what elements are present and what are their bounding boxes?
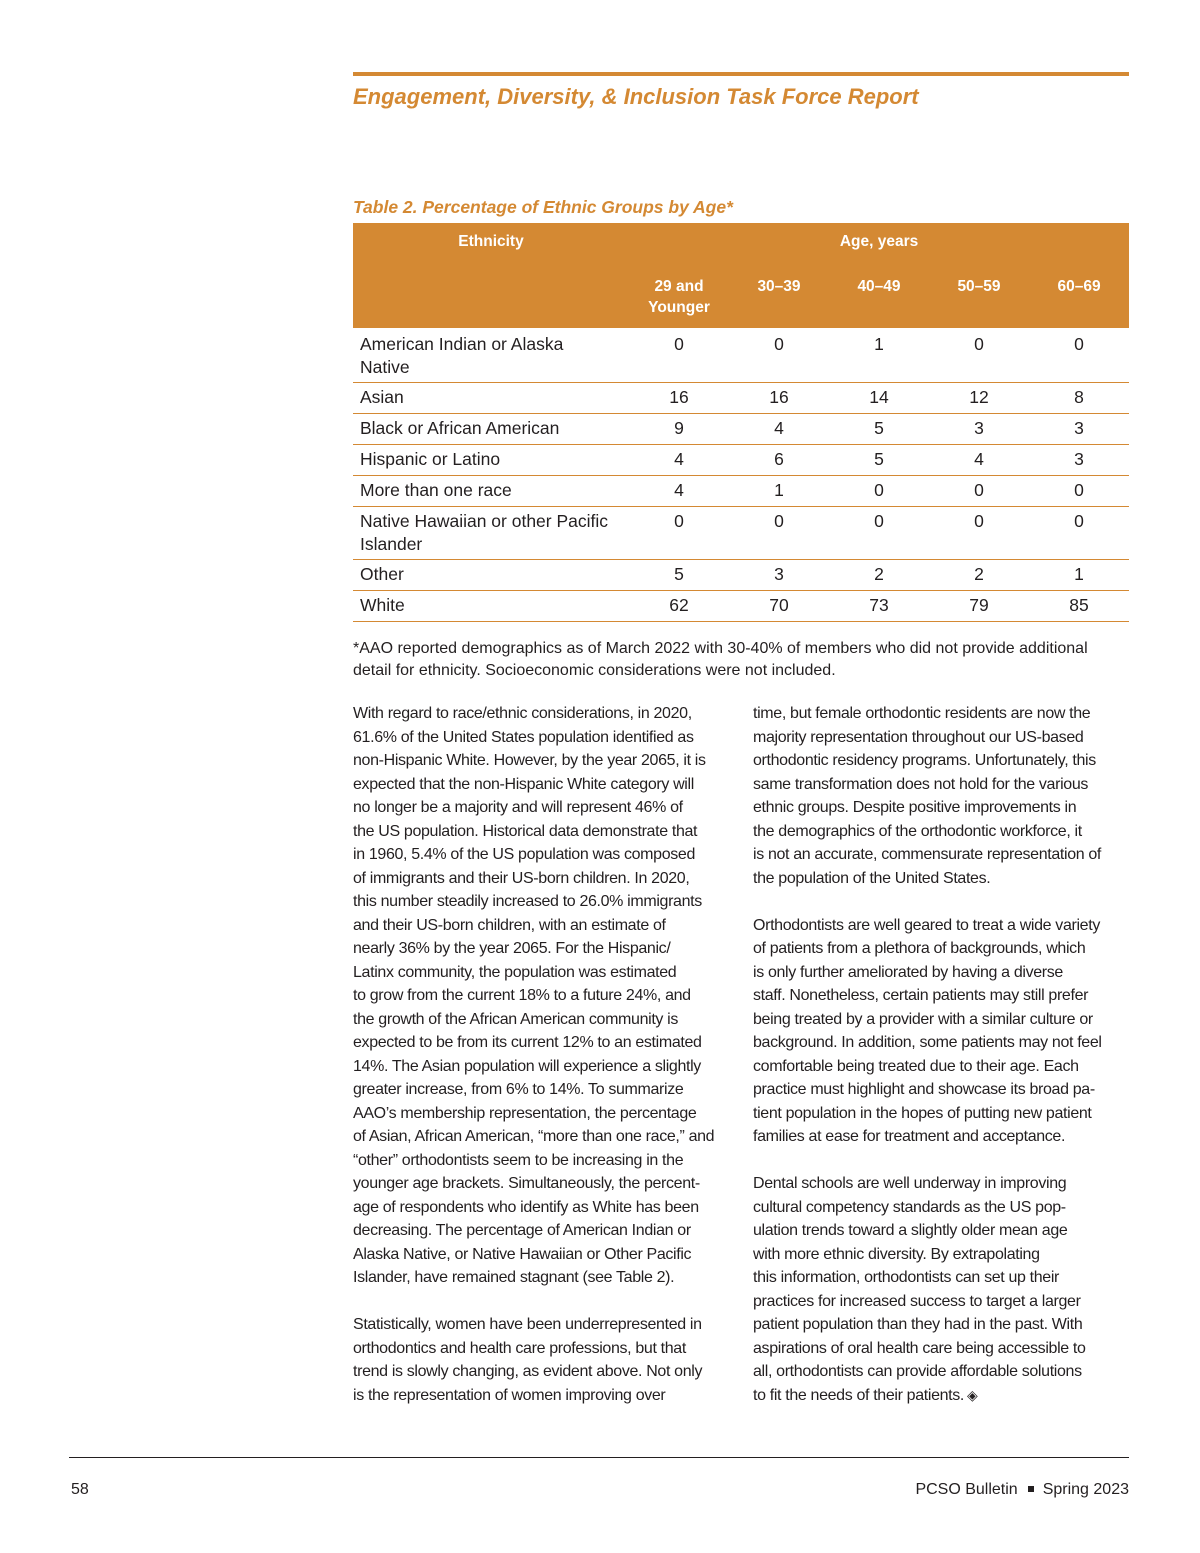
article-line: being treated by a provider with a similar culture or	[753, 1010, 1093, 1028]
article-line: of patients from a plethora of backgrounds, which	[753, 940, 1086, 957]
article-line: this information, orthodontists can set up their	[753, 1269, 1060, 1286]
issue-date: Spring 2023	[1042, 1481, 1129, 1498]
header-rule	[353, 72, 1129, 76]
article-line: age of respondents who identify as White has been	[353, 1198, 699, 1216]
article-line: nearly 36% by the year 2065. For the Hispanic/	[353, 940, 671, 957]
percentage-cell: 14	[829, 383, 929, 414]
ethnicity-label	[353, 383, 629, 414]
table-row	[353, 591, 1129, 622]
ethnicity-label-line: Black or African American	[360, 418, 560, 438]
diamond-end-mark-icon: ◈	[967, 1386, 978, 1403]
article-line: to grow from the current 18% to a future 24%, and	[353, 987, 691, 1004]
ethnicity-label	[353, 591, 629, 622]
percentage-cell: 0	[1029, 507, 1129, 560]
age-group-line: 60–69	[1057, 278, 1101, 295]
percentage-cell: 16	[729, 383, 829, 414]
article-line: staff. Nonetheless, certain patients may still prefer	[753, 987, 1089, 1004]
percentage-cell: 0	[1029, 328, 1129, 383]
article-line: AAO’s membership representation, the percentage	[353, 1104, 697, 1122]
article-line: practice must highlight and showcase its broad pa-	[753, 1081, 1095, 1098]
percentage-cell: 0	[929, 507, 1029, 560]
article-line: families at ease for treatment and acceptance.	[753, 1128, 1066, 1145]
publication-name: PCSO Bulletin	[915, 1481, 1018, 1498]
article-line: younger age brackets. Simultaneously, the percent-	[353, 1175, 700, 1192]
table-row	[353, 507, 1129, 560]
article-line: of Asian, African American, “more than one race,” and	[353, 1128, 715, 1145]
article-line: Statistically, women have been underrepresented in	[353, 1316, 702, 1333]
age-group-header	[629, 263, 729, 328]
percentage-cell: 0	[629, 507, 729, 560]
percentage-cell: 1	[829, 328, 929, 383]
article-line: majority representation throughout our US-based	[753, 728, 1084, 746]
page-number: 58	[71, 1481, 89, 1498]
article-line: Latinx community, the population was estimated	[353, 963, 677, 981]
footer-publication	[915, 1481, 1129, 1499]
article-line: cultural competency standards as the US pop-	[753, 1198, 1066, 1216]
ethnicity-label-line: Other	[360, 564, 404, 584]
article-paragraph	[353, 1313, 731, 1407]
article-line: time, but female orthodontic residents are now the	[753, 705, 1091, 722]
article-line: 14%. The Asian population will experience a slightly	[353, 1057, 701, 1075]
article-line: Islander, have remained stagnant (see Table 2).	[353, 1269, 675, 1286]
article-line: the US population. Historical data demonstrate that	[353, 822, 698, 840]
article-line: comfortable being treated due to their age. Each	[753, 1057, 1079, 1075]
article-line: practices for increased success to target a larger	[753, 1292, 1081, 1310]
article-right-column	[753, 702, 1131, 1431]
article-line: no longer be a majority and will represent 46% of	[353, 799, 683, 816]
age-group-line: 40–49	[857, 278, 901, 295]
article-line: in 1960, 5.4% of the US population was composed	[353, 846, 696, 863]
ethnicity-label-line: White	[360, 595, 405, 615]
age-group-header	[1029, 263, 1129, 328]
article-line: ulation trends toward a slightly older mean age	[753, 1222, 1068, 1239]
header-blank-cell	[353, 263, 629, 328]
ethnicity-age-table	[353, 223, 1129, 622]
ethnicity-label-line: Islander	[360, 534, 423, 554]
percentage-cell: 0	[829, 476, 929, 507]
article-line: is the representation of women improving over	[353, 1386, 666, 1404]
percentage-cell: 0	[729, 507, 829, 560]
percentage-cell: 16	[629, 383, 729, 414]
age-group-line: 30–39	[757, 278, 801, 295]
table-row	[353, 560, 1129, 591]
article-line: orthodontic residency programs. Unfortunately, this	[753, 752, 1096, 769]
report-title: Engagement, Diversity, & Inclusion Task Force Report	[353, 84, 919, 109]
article-paragraph	[753, 914, 1131, 1149]
percentage-cell: 5	[629, 560, 729, 591]
percentage-cell: 3	[729, 560, 829, 591]
percentage-cell: 0	[829, 507, 929, 560]
percentage-cell: 4	[629, 445, 729, 476]
age-group-header	[929, 263, 1029, 328]
article-line: is not an accurate, commensurate representation of	[753, 846, 1102, 863]
ethnicity-label-line: American Indian or Alaska	[360, 334, 564, 354]
percentage-cell: 6	[729, 445, 829, 476]
age-group-line: 29 and	[654, 278, 704, 295]
percentage-cell: 3	[1029, 445, 1129, 476]
article-line: greater increase, from 6% to 14%. To summarize	[353, 1081, 684, 1098]
article-line	[753, 1384, 1131, 1408]
article-line: background. In addition, some patients may not feel	[753, 1034, 1102, 1051]
article-paragraph	[753, 702, 1131, 890]
ethnicity-label-line: Native Hawaiian or other Pacific	[360, 511, 609, 531]
percentage-cell: 85	[1029, 591, 1129, 622]
article-left-column	[353, 702, 731, 1431]
article-line: expected to be from its current 12% to an estimated	[353, 1034, 702, 1051]
article-line: orthodontics and health care professions, but that	[353, 1339, 686, 1357]
article-line: with more ethnic diversity. By extrapolating	[753, 1245, 1040, 1263]
table-row	[353, 445, 1129, 476]
table-footnote: *AAO reported demographics as of March 2022 with 30-40% of members who did not provide additional detail for ethnicity. Socioeconomic considerations were not included.	[353, 640, 1088, 679]
age-header: Age, years	[629, 223, 1129, 263]
table-row	[353, 476, 1129, 507]
ethnicity-label-line: More than one race	[360, 480, 512, 500]
percentage-cell: 62	[629, 591, 729, 622]
percentage-cell: 4	[929, 445, 1029, 476]
percentage-cell: 3	[929, 414, 1029, 445]
age-group-line: Younger	[648, 299, 710, 316]
table-row	[353, 414, 1129, 445]
table-row	[353, 328, 1129, 383]
article-line: all, orthodontists can provide affordable solutions	[753, 1363, 1082, 1380]
percentage-cell: 0	[629, 328, 729, 383]
article-paragraph	[353, 702, 731, 1290]
percentage-cell: 9	[629, 414, 729, 445]
ethnicity-label-line: Native	[360, 357, 410, 377]
percentage-cell: 2	[929, 560, 1029, 591]
percentage-cell: 12	[929, 383, 1029, 414]
percentage-cell: 5	[829, 414, 929, 445]
percentage-cell: 8	[1029, 383, 1129, 414]
footer-separator-icon	[1028, 1486, 1034, 1492]
percentage-cell: 0	[929, 476, 1029, 507]
article-line: and their US-born children, with an estimate of	[353, 916, 666, 934]
article-line: “other” orthodontists seem to be increasing in the	[353, 1151, 684, 1169]
percentage-cell: 0	[929, 328, 1029, 383]
age-group-line: 50–59	[957, 278, 1001, 295]
percentage-cell: 79	[929, 591, 1029, 622]
article-line: non-Hispanic White. However, by the year 2065, it is	[353, 752, 706, 769]
ethnicity-label	[353, 328, 629, 383]
article-line: With regard to race/ethnic considerations, in 2020,	[353, 705, 692, 722]
article-line: aspirations of oral health care being accessible to	[753, 1339, 1086, 1357]
percentage-cell: 0	[1029, 476, 1129, 507]
ethnicity-header: Ethnicity	[353, 223, 629, 263]
article-line-text: to fit the needs of their patients.	[753, 1386, 965, 1404]
article-line: trend is slowly changing, as evident above. Not only	[353, 1363, 703, 1380]
article-line: the population of the United States.	[753, 869, 991, 887]
article-line: 61.6% of the United States population identified as	[353, 728, 694, 746]
percentage-cell: 0	[729, 328, 829, 383]
percentage-cell: 1	[1029, 560, 1129, 591]
percentage-cell: 70	[729, 591, 829, 622]
ethnicity-label-line: Hispanic or Latino	[360, 449, 501, 469]
article-line: patient population than they had in the past. With	[753, 1316, 1083, 1333]
footer-rule	[69, 1457, 1129, 1458]
percentage-cell: 4	[729, 414, 829, 445]
ethnicity-label-line: Asian	[360, 387, 404, 407]
age-group-header	[829, 263, 929, 328]
percentage-cell: 5	[829, 445, 929, 476]
table-caption: Table 2. Percentage of Ethnic Groups by Age*	[353, 197, 733, 217]
age-group-header	[729, 263, 829, 328]
article-line: expected that the non-Hispanic White category will	[353, 775, 694, 793]
article-line: of immigrants and their US-born children. In 2020,	[353, 869, 690, 887]
ethnicity-label	[353, 507, 629, 560]
article-line: is only further ameliorated by having a diverse	[753, 963, 1063, 981]
table-row	[353, 383, 1129, 414]
article-line: tient population in the hopes of putting new patient	[753, 1104, 1092, 1122]
article-line: Alaska Native, or Native Hawaiian or Other Pacific	[353, 1245, 692, 1263]
ethnicity-label	[353, 445, 629, 476]
ethnicity-label	[353, 560, 629, 591]
article-line: Orthodontists are well geared to treat a wide variety	[753, 916, 1100, 934]
ethnicity-label	[353, 414, 629, 445]
article-line: the growth of the African American community is	[353, 1010, 679, 1028]
article-line: decreasing. The percentage of American Indian or	[353, 1222, 691, 1239]
percentage-cell: 4	[629, 476, 729, 507]
article-line: ethnic groups. Despite positive improvements in	[753, 799, 1077, 816]
ethnicity-label	[353, 476, 629, 507]
percentage-cell: 1	[729, 476, 829, 507]
article-line: same transformation does not hold for the various	[753, 775, 1089, 793]
percentage-cell: 2	[829, 560, 929, 591]
article-line: this number steadily increased to 26.0% immigrants	[353, 893, 702, 910]
article-line: Dental schools are well underway in improving	[753, 1175, 1067, 1192]
article-line: the demographics of the orthodontic workforce, it	[753, 822, 1082, 840]
percentage-cell: 73	[829, 591, 929, 622]
article-paragraph	[753, 1172, 1131, 1407]
percentage-cell: 3	[1029, 414, 1129, 445]
